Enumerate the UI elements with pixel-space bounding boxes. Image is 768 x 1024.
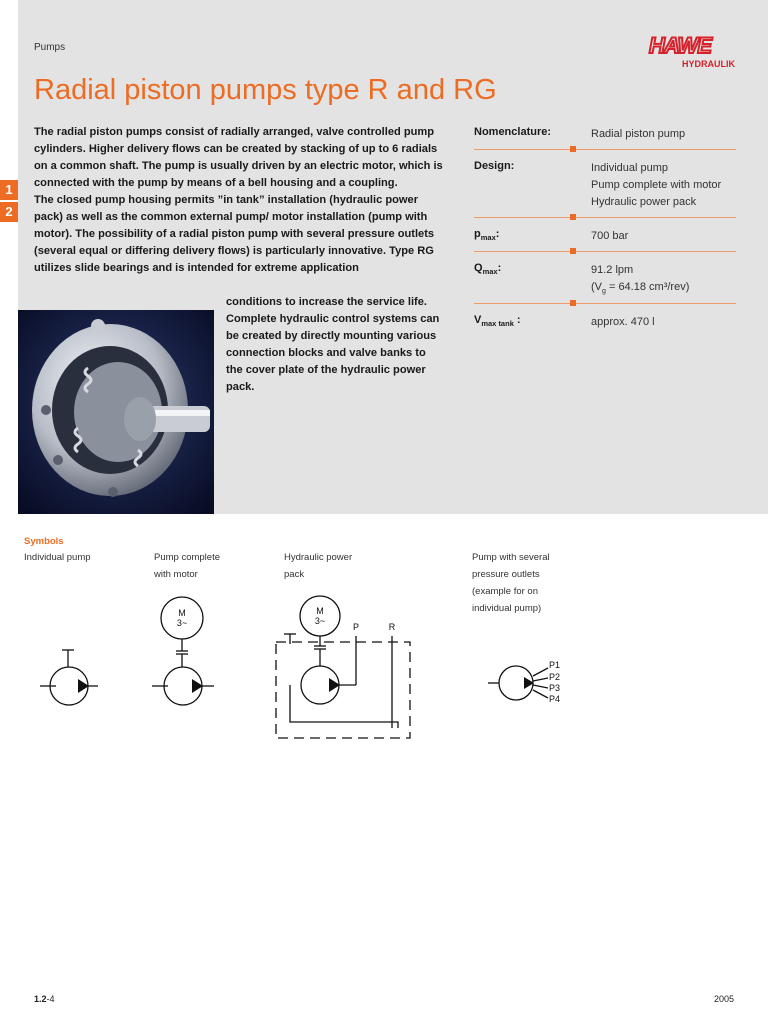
side-tab-2[interactable]: 2 bbox=[0, 202, 18, 222]
power-pack-symbol bbox=[276, 596, 410, 738]
spec-value-displacement: ($V_g = 64.18$ cm³/rev) bbox=[591, 281, 690, 295]
spec-value: Radial piston pump bbox=[591, 128, 686, 140]
port-label-r: R bbox=[388, 622, 396, 632]
spec-label: Design: bbox=[474, 160, 515, 172]
divider bbox=[474, 149, 736, 150]
intro-paragraph-2: The closed pump housing permits ”in tank” installation (hydraulic power pack) as well as the common external pump/ motor installation (pump with motor). The possibility of a radial piston pump with several pressure outlets (several equal or differing delivery flows) is particularly innovative. Type RG utilizes slide bearings and is intended for extreme application bbox=[34, 194, 435, 274]
intro-paragraph-3: conditions to increase the service life. Complete hydraulic control systems can be created by directly mounting various connection blocks and valve banks to the cover plate of the hydraulic power pack. bbox=[226, 296, 440, 393]
logo-subtext: HYDRAULIK bbox=[682, 59, 735, 69]
individual-pump-symbol bbox=[40, 650, 98, 705]
pump-photo bbox=[18, 310, 214, 514]
spec-value: 91.2 lpm bbox=[591, 264, 634, 276]
symbol-caption-individual-pump: Individual pump bbox=[24, 552, 91, 563]
breadcrumb: Pumps bbox=[34, 42, 66, 53]
outlet-label-p4: P4 bbox=[549, 694, 561, 704]
spec-label: $V_{max tank}$ : bbox=[474, 314, 521, 328]
hydraulic-symbols bbox=[0, 580, 768, 760]
page-number: 1.2-4 bbox=[34, 994, 55, 1004]
spec-value-list bbox=[591, 262, 689, 297]
multi-outlet-pump-symbol bbox=[488, 666, 548, 700]
port-label-p: P bbox=[352, 622, 360, 632]
symbol-caption-pump-with-motor: Pump complete with motor bbox=[154, 552, 221, 580]
outlet-label-p2: P2 bbox=[549, 672, 561, 682]
spec-value: Individual pump bbox=[591, 162, 669, 174]
hawe-logo bbox=[624, 34, 738, 70]
spec-value: Pump complete with motor bbox=[591, 179, 722, 191]
motor-label-m: M bbox=[316, 606, 324, 616]
symbol-caption-several-outlets: Pump with several pressure outlets (example for on individual pump) bbox=[472, 552, 550, 614]
spec-value: Hydraulic power pack bbox=[591, 196, 697, 208]
intro-text bbox=[34, 124, 444, 277]
outlet-label-p3: P3 bbox=[549, 683, 561, 693]
divider bbox=[474, 303, 736, 304]
intro-paragraph-1: The radial piston pumps consist of radially arranged, valve controlled pump cylinders. Higher delivery flows can be created by stacking of up to 6 radials on a common shaft. The pump is usually driven by an electric motor, which is connected with the pump by means of a bell housing and a coupling. bbox=[34, 126, 443, 189]
side-tab-1[interactable]: 1 bbox=[0, 180, 18, 200]
page-title: Radial piston pumps type R and RG bbox=[34, 74, 497, 106]
divider bbox=[474, 251, 736, 252]
motor-label-phase: 3~ bbox=[176, 618, 188, 628]
spec-label: $Q_{max}$: bbox=[474, 262, 502, 276]
spec-label: Nomenclature: bbox=[474, 126, 552, 138]
spec-label: $p_{max}$: bbox=[474, 228, 500, 242]
outlet-label-p1: P1 bbox=[549, 660, 561, 670]
motor-label-phase: 3~ bbox=[314, 616, 326, 626]
logo-text: HAWE bbox=[649, 34, 711, 58]
spec-value: approx. 470 l bbox=[591, 316, 655, 328]
symbol-caption-power-pack: Hydraulic power pack bbox=[284, 552, 353, 580]
footer-year: 2005 bbox=[713, 994, 734, 1004]
divider bbox=[474, 217, 736, 218]
motor-label-m: M bbox=[178, 608, 186, 618]
spec-value-list bbox=[591, 160, 721, 211]
symbols-heading: Symbols bbox=[24, 536, 64, 547]
spec-value: 700 bar bbox=[591, 230, 629, 242]
